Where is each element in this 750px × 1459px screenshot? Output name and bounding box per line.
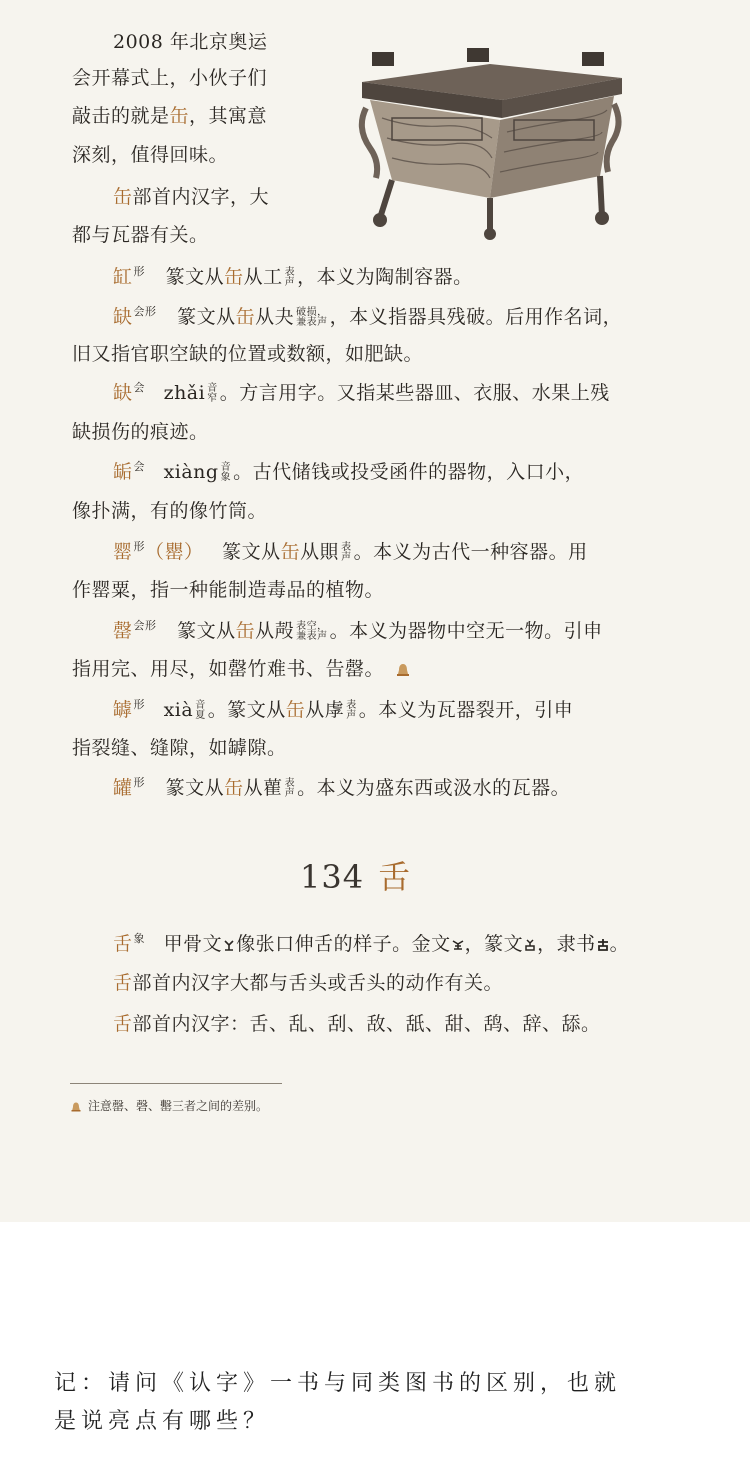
entry-qing-line-2: 指用完、用尽，如罄竹难书、告罄。 [72, 657, 417, 681]
entry-xiang: 缿$^会$ xiàng 音 象 。古代储钱或投受函件的器物，入口小， [113, 460, 585, 483]
bronze-fou-vessel-image [352, 48, 628, 240]
intro-line-1: 2008 年北京奥运 [113, 31, 268, 53]
section-char: 舌 [378, 858, 412, 896]
entry-she: 舌$^象$ 甲骨文 像张口伸舌的样子。金文 ，篆文 ，隶书 。 [113, 932, 630, 955]
handwritten-note-line-2: 是说亮点有哪些？ [54, 1409, 271, 1434]
seal-glyph-icon [523, 938, 537, 952]
intro-line-6: 都与瓦器有关。 [72, 224, 209, 246]
intro-line-5: 缶部首内汉字，大 [113, 186, 270, 208]
entry-que-line-2: 旧又指官职空缺的位置或数额，如肥缺。 [72, 343, 424, 365]
entry-qing: 罄$^{会形}$ 篆文从缶从殸 表空， 兼表声 。本义为器物中空无一物。引申 [113, 619, 603, 642]
intro-line-2: 会开幕式上，小伙子们 [72, 67, 268, 89]
entry-que: 缺$^{会形}$ 篆文从缶从夬 破损， 兼表声 ，本义指器具残破。后用作名词， [113, 305, 623, 328]
bronze-glyph-icon [451, 938, 465, 952]
entry-xia: 罅$^形$ xià 音 夏 。篆文从缶从虖 表 声 。本义为瓦器裂开，引申 [113, 698, 574, 721]
section-number: 134 [300, 858, 365, 896]
section-title [300, 852, 411, 898]
entry-xia-line-2: 指裂缝、缝隙，如罅隙。 [72, 737, 287, 759]
entry-ying-line-2: 作罂粟，指一种能制造毒品的植物。 [72, 579, 385, 601]
clerical-glyph-icon [596, 938, 610, 952]
intro-line-4: 深刻，值得回味。 [72, 144, 229, 166]
footnote: 注意罄、磬、罊三者之间的差别。 [70, 1098, 268, 1114]
oracle-glyph-icon [222, 938, 236, 952]
bell-note-icon [70, 1101, 82, 1113]
handwritten-note-line-1: 记：请问《认字》一书与同类图书的区别，也就 [54, 1371, 622, 1396]
entry-zhai: 缺$^会$ zhǎi 音 窄 。方言用字。又指某些器皿、衣服、水果上残 [113, 381, 610, 404]
entry-xiang-line-2: 像扑满，有的像竹筒。 [72, 500, 268, 522]
intro-line-3: 敲击的就是缶，其寓意 [72, 105, 268, 127]
entry-guan: 罐$^形$ 篆文从缶从雚 表 声 。本义为盛东西或汲水的瓦器。 [113, 776, 571, 799]
entry-gang: 缸$^形$ 篆文从缶从工 表 声 ，本义为陶制容器。 [113, 265, 473, 288]
footnote-rule [70, 1083, 282, 1084]
entry-zhai-line-2: 缺损伤的痕迹。 [72, 421, 209, 443]
bell-note-icon [395, 662, 411, 678]
she-line-2: 舌部首内汉字大都与舌头或舌头的动作有关。 [113, 972, 504, 994]
she-line-3: 舌部首内汉字：舌、乱、刮、敌、舐、甜、鸹、辞、舔。 [113, 1013, 601, 1035]
entry-ying: 罂$^形$（罌） 篆文从缶从賏 表 声 。本义为古代一种容器。用 [113, 540, 588, 563]
